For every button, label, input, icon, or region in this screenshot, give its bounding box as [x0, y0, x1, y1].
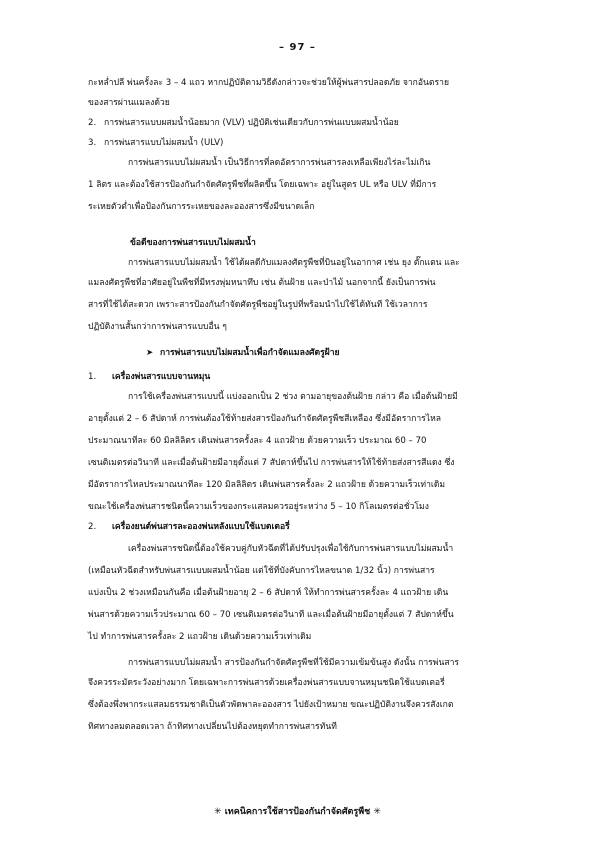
paragraph-line: เซนติเมตรต่อวินาที และเมื่อต้นฝ้ายมีอายุตั้งแต่ 7 สัปดาห์ขึ้นไป การพ่นสารให้ใช้ท้ายส่งสารสีแดง ซึ่ง [88, 458, 455, 468]
paragraph-line: ระเหยตัวต่ำเพื่อป้องกันการระเหยของละอองสารซึ่งมีขนาดเล็ก [88, 202, 315, 212]
paragraph-line: การพ่นสารแบบไม่ผสมน้ำ เป็นวิธีการที่ลดอัตราการพ่นสารลงเหลือเพียงไร่ละไม่เกิน [128, 158, 431, 168]
list-item-ulv [88, 136, 223, 150]
list-number: 2. [88, 118, 97, 128]
paragraph-line: ทิศทางลมตลอดเวลา ถ้าทิศทางเปลี่ยนไปต้องหยุดทำการพ่นสารทันที [88, 722, 337, 732]
list-number: 2. [88, 522, 97, 532]
arrow-bullet-icon: ➤ [146, 348, 154, 358]
paragraph-line: ประมาณนาทีละ 60 มิลลิลิตร เดินพ่นสารครั้งละ 4 แถวฝ้าย ด้วยความเร็ว ประมาณ 60 – 70 [88, 436, 427, 446]
list-item-vlv [88, 116, 399, 130]
paragraph-line: มีอัตราการไหลประมาณนาทีละ 120 มิลลิลิตร เดินพ่นสารครั้งละ 2 แถวฝ้าย ด้วยความเร็วเท่าเดิม [88, 480, 446, 490]
paragraph-line: (เหมือนหัวฉีดสำหรับพ่นสารแบบผสมน้ำน้อย แต่ใช้ที่บังคับการไหลขนาด 1/32 นิ้ว) การพ่นสาร [88, 566, 435, 576]
list-item-knapsack-sprayer [88, 520, 290, 534]
paragraph-line: ปฏิบัติงานสั้นกว่าการพ่นสารแบบอื่น ๆ [88, 322, 227, 332]
section-heading: ข้อดีของการพ่นสารแบบไม่ผสมน้ำ [130, 238, 256, 248]
paragraph-line: สารที่ใช้ได้สะดวก เพราะสารป้องกันกำจัดศัตรูพืชอยู่ในรูปที่พร้อมนำไปใช้ได้ทันที ใช้เวลาการ [88, 300, 428, 310]
paragraph-line: ซึ่งต้องพึ่งพากระแสลมธรรมชาติเป็นตัวพัดพาละอองสาร ไปยังเป้าหมาย ขณะปฏิบัติงานจึงควรสังเกต [88, 700, 454, 710]
list-number: 1. [88, 372, 97, 382]
list-number: 3. [88, 138, 97, 148]
paragraph-line: ของสารผ่านแมลงด้วย [88, 98, 170, 108]
paragraph-line: แบ่งเป็น 2 ช่วงเหมือนกันคือ เมื่อต้นฝ้ายอายุ 2 – 6 สัปดาห์ ให้ทำการพ่นสารครั้งละ 4 แถวฝ้าย เดิน [88, 588, 449, 598]
list-item-heading: เครื่องยนต์พ่นสารละอองพ่นหลังแบบใช้แบตเตอรี่ [112, 522, 290, 532]
paragraph-line: 1 ลิตร และต้องใช้สารป้องกันกำจัดศัตรูพืชที่ผลิตขึ้น โดยเฉพาะ อยู่ในสูตร UL หรือ ULV ที่มีการ [88, 180, 437, 190]
list-item-heading: เครื่องพ่นสารแบบจานหมุน [112, 372, 211, 382]
paragraph-line: กะหลํ่าปลี พ่นครั้งละ 3 – 4 แถว หากปฏิบัติตามวิธีดังกล่าวจะช่วยให้ผู้พ่นสารปลอดภัย จากอันตราย [88, 78, 449, 88]
paragraph-line: จึงควรระมัดระวังอย่างมาก โดยเฉพาะการพ่นสารด้วยเครื่องพ่นสารแบบจานหมุนชนิดใช้แบตเตอรี่ [88, 678, 445, 688]
paragraph-line: การพ่นสารแบบไม่ผสมน้ำ ใช้ได้ผลดีกับแมลงศัตรูพืชที่บินอยู่ในอากาศ เช่น ยุง ตั๊กแตน และ [128, 258, 460, 268]
paragraph-line: ไป ทำการพ่นสารครั้งละ 2 แถวฝ้าย เดินด้วยความเร็วเท่าเดิม [88, 632, 312, 642]
paragraph-line: แมลงศัตรูพืชที่อาศัยอยู่ในพืชที่มีทรงพุ่มหนาทึบ เช่น ต้นฝ้าย และป่าไม้ นอกจากนี้ ยังเป็นการพ่น [88, 278, 436, 288]
paragraph-line: การใช้เครื่องพ่นสารแบบนี้ แบ่งออกเป็น 2 ช่วง ตามอายุของต้นฝ้าย กล่าว คือ เมื่อต้นฝ้ายมี [128, 392, 458, 402]
list-item-spinning-disc [88, 370, 210, 384]
paragraph-line: ขณะใช้เครื่องพ่นสารชนิดนี้ความเร็วของกระแสลมควรอยู่ระหว่าง 5 – 10 กิโลเมตรต่อชั่วโมง [88, 502, 429, 512]
page-number: – 97 – [279, 42, 316, 53]
paragraph-line: อายุตั้งแต่ 2 – 6 สัปดาห์ การพ่นต้องใช้ท้ายส่งสารป้องกันกำจัดศัตรูพืชสีเหลือง ซึ่งมีอัตราการไหล [88, 414, 442, 424]
subsection-heading-text: การพ่นสารแบบไม่ผสมน้ำเพื่อกำจัดแมลงศัตรูฝ้าย [160, 348, 340, 358]
paragraph-line: เครื่องพ่นสารชนิดนี้ต้องใช้ควบคู่กับหัวฉีดที่ได้ปรับปรุงเพื่อใช้กับการพ่นสารแบบไม่ผสมน้ำ [128, 544, 454, 554]
page-footer: ✳ เทคนิคการใช้สารป้องกันกำจัดศัตรูพืช ✳ [214, 807, 381, 817]
paragraph-line: พ่นสารด้วยความเร็วประมาณ 60 – 70 เซนติเมตรต่อวินาที และเมื่อต้นฝ้ายมีอายุตั้งแต่ 7 สัปดาห์ขึ้น [88, 610, 454, 620]
paragraph-line: การพ่นสารแบบไม่ผสมน้ำ สารป้องกันกำจัดศัตรูพืชที่ใช้มีความเข้มข้นสูง ดังนั้น การพ่นสาร [128, 658, 460, 668]
list-item-text: การพ่นสารแบบไม่ผสมน้ำ (ULV) [104, 138, 224, 148]
subsection-heading [146, 346, 340, 360]
list-item-text: การพ่นสารแบบผสมน้ำน้อยมาก (VLV) ปฏิบัติเช่นเดียวกับการพ่นแบบผสมน้ำน้อย [104, 118, 399, 128]
